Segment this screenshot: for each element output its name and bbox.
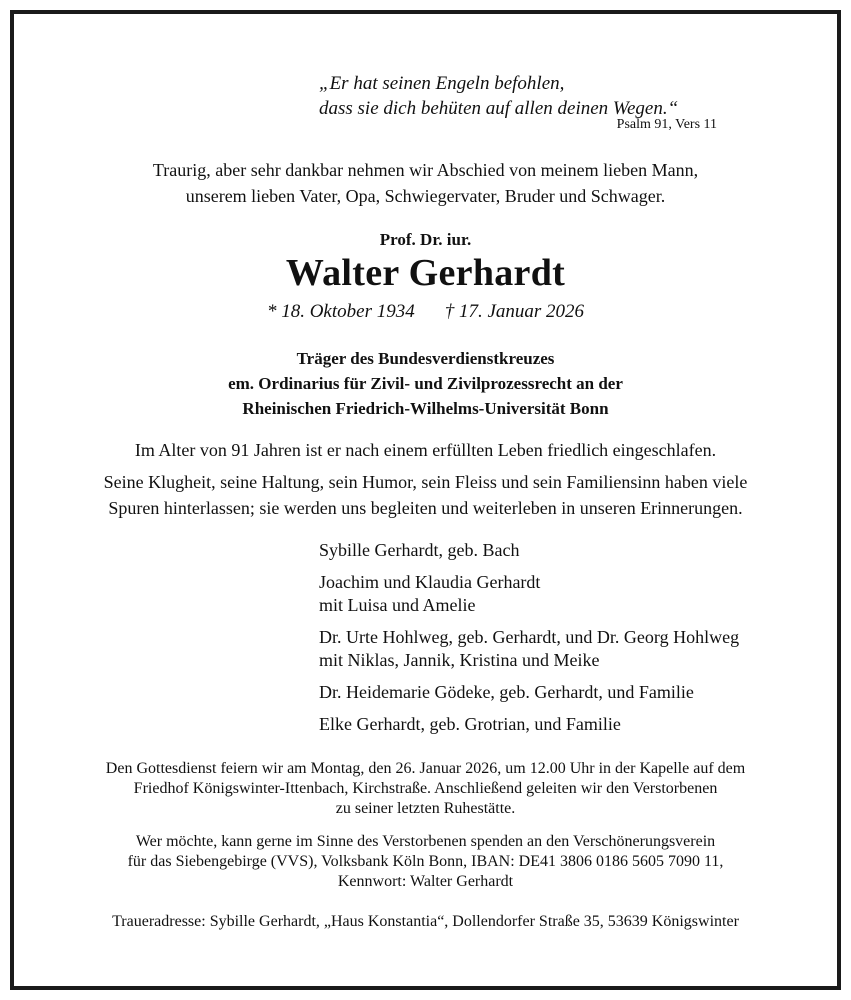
mourner-name: Dr. Heidemarie Gödeke, geb. Gerhardt, und Familie: [319, 682, 694, 702]
donation-line: Kennwort: Walter Gerhardt: [337, 873, 514, 890]
mourners-list: [319, 539, 739, 745]
donation-info: [0, 832, 851, 892]
academic-title: Prof. Dr. iur.: [379, 230, 472, 249]
death-date: † 17. Januar 2026: [444, 301, 585, 322]
donation-line: für das Siebengebirge (VVS), Volksbank Köln Bonn, IBAN: DE41 3806 0186 5605 7090 11,: [127, 853, 724, 870]
quote-source: Psalm 91, Vers 11: [616, 117, 717, 132]
legacy-statement: [0, 469, 851, 521]
title-line: em. Ordinarius für Zivil- und Zivilprozessrecht an der: [228, 374, 623, 393]
mourner-children: mit Luisa und Amelie: [319, 595, 476, 615]
mourner-children: mit Niklas, Jannik, Kristina und Meike: [319, 650, 600, 670]
quote-line: dass sie dich behüten auf allen deinen Wegen.“: [319, 98, 679, 119]
mourner-name: Elke Gerhardt, geb. Grotrian, und Familie: [319, 714, 621, 734]
mourner-name: Sybille Gerhardt, geb. Bach: [319, 540, 520, 560]
funeral-service-info: [0, 759, 851, 819]
intro-line: Traurig, aber sehr dankbar nehmen wir Abschied von meinem lieben Mann,: [152, 160, 699, 180]
mourner-name: Joachim und Klaudia Gerhardt: [319, 572, 541, 592]
honors-and-titles: [0, 346, 851, 421]
quote-line: „Er hat seinen Engeln befohlen,: [319, 73, 565, 94]
deceased-name: Walter Gerhardt: [285, 252, 566, 294]
mourner-entry: [319, 539, 739, 562]
mourner-entry: [319, 626, 739, 672]
service-line: Friedhof Königswinter-Ittenbach, Kirchstraße. Anschließend geleiten wir den Verstorbenen: [133, 780, 718, 797]
legacy-line: Seine Klugheit, seine Haltung, sein Humor, sein Fleiss und sein Familiensinn haben viele: [103, 472, 748, 492]
legacy-line: Spuren hinterlassen; sie werden uns begleiten und weiterleben in unseren Erinnerungen.: [108, 498, 743, 518]
mourner-entry: [319, 571, 739, 617]
intro-line: unserem lieben Vater, Opa, Schwiegervater, Bruder und Schwager.: [185, 186, 666, 206]
life-dates: [0, 301, 851, 323]
donation-line: Wer möchte, kann gerne im Sinne des Verstorbenen spenden an den Verschönerungsverein: [135, 833, 716, 850]
mourner-entry: [319, 713, 739, 736]
title-line: Rheinischen Friedrich-Wilhelms-Universität Bonn: [242, 399, 609, 418]
birth-date: * 18. Oktober 1934: [266, 301, 415, 322]
mourning-address: Traueradresse: Sybille Gerhardt, „Haus Konstantia“, Dollendorfer Straße 35, 53639 Königswinter: [112, 913, 739, 930]
mourner-entry: [319, 681, 739, 704]
service-line: zu seiner letzten Ruhestätte.: [335, 800, 516, 817]
mourner-name: Dr. Urte Hohlweg, geb. Gerhardt, und Dr. Georg Hohlweg: [319, 627, 740, 647]
bible-quote: [319, 71, 678, 121]
title-line: Träger des Bundesverdienstkreuzes: [296, 349, 555, 368]
intro-text: [0, 157, 851, 209]
service-line: Den Gottesdienst feiern wir am Montag, den 26. Januar 2026, um 12.00 Uhr in der Kapelle auf dem: [105, 760, 746, 777]
age-statement: Im Alter von 91 Jahren ist er nach einem erfüllten Leben friedlich eingeschlafen.: [134, 440, 717, 460]
